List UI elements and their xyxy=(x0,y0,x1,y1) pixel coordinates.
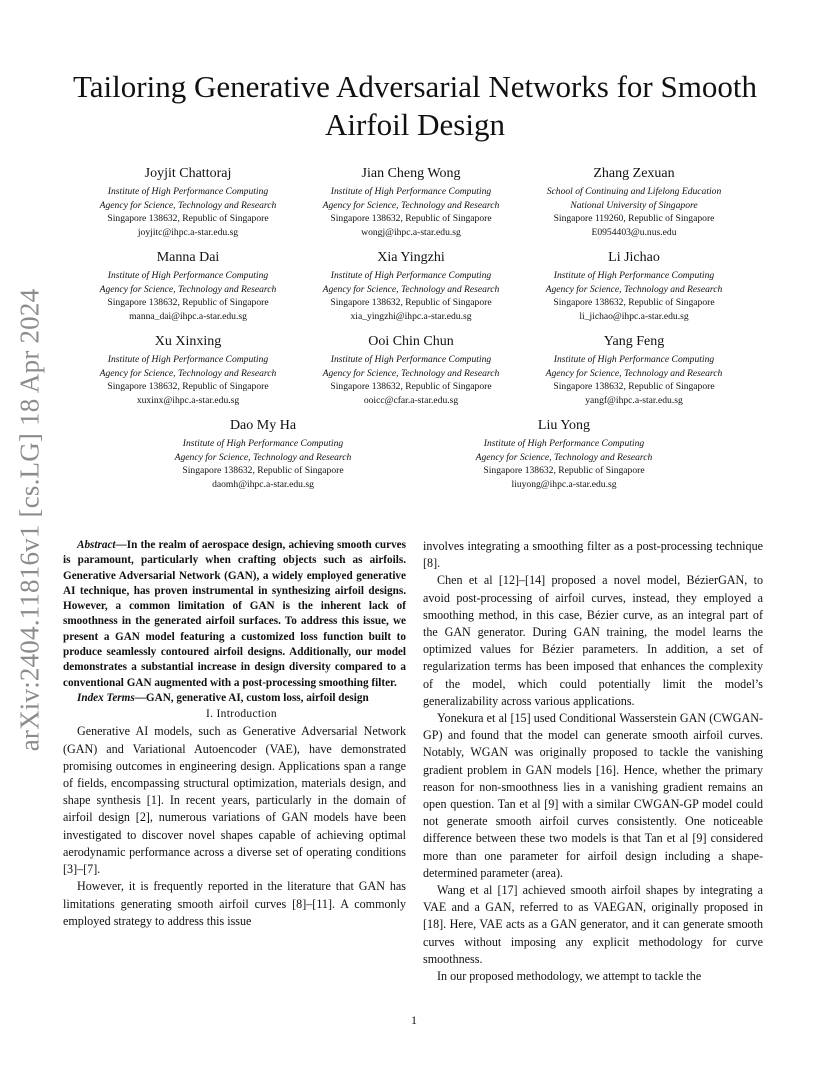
author-email: manna_dai@ihpc.a-star.edu.sg xyxy=(129,310,247,322)
author-block xyxy=(434,417,694,491)
author-block xyxy=(58,165,318,239)
author-name: Ooi Chin Chun xyxy=(368,334,454,349)
author-address: Singapore 138632, Republic of Singapore xyxy=(182,465,344,476)
author-affiliation: Institute of High Performance Computing xyxy=(107,354,269,365)
author-email: li_jichao@ihpc.a-star.edu.sg xyxy=(579,310,689,322)
author-address: Singapore 138632, Republic of Singapore xyxy=(483,465,645,476)
abstract-label: Abstract xyxy=(77,539,116,551)
author-address: Singapore 119260, Republic of Singapore xyxy=(553,213,715,224)
author-affiliation: Institute of High Performance Computing xyxy=(483,438,645,449)
author-affiliation: Institute of High Performance Computing xyxy=(330,186,492,197)
author-block xyxy=(504,165,764,239)
author-affiliation: School of Continuing and Lifelong Education xyxy=(546,186,722,197)
author-name: Liu Yong xyxy=(537,418,591,433)
author-address: Singapore 138632, Republic of Singapore xyxy=(553,297,715,308)
author-email: liuyong@ihpc.a-star.edu.sg xyxy=(511,478,617,490)
arxiv-identifier: arXiv:2404.11816v1 [cs.LG] 18 Apr 2024 xyxy=(14,288,45,752)
author-name: Dao My Ha xyxy=(229,418,297,433)
author-block xyxy=(58,333,318,407)
author-email: daomh@ihpc.a-star.edu.sg xyxy=(212,478,314,490)
author-name: Jian Cheng Wong xyxy=(361,166,461,181)
page-number: 1 xyxy=(411,1013,417,1027)
author-email: xuxinx@ihpc.a-star.edu.sg xyxy=(136,394,240,406)
author-address: Singapore 138632, Republic of Singapore xyxy=(553,381,715,392)
author-block xyxy=(504,333,764,407)
author-affiliation: Institute of High Performance Computing xyxy=(107,186,269,197)
author-affiliation: Agency for Science, Technology and Research xyxy=(174,451,352,463)
author-name: Xu Xinxing xyxy=(154,334,222,349)
author-block xyxy=(281,249,541,323)
section-heading-introduction: I. Introduction xyxy=(206,708,277,721)
author-email: E0954403@u.nus.edu xyxy=(591,226,677,238)
author-affiliation: Institute of High Performance Computing xyxy=(182,438,344,449)
index-terms xyxy=(63,691,406,706)
author-affiliation: Agency for Science, Technology and Research xyxy=(322,199,500,211)
author-affiliation: Institute of High Performance Computing xyxy=(107,270,269,281)
paragraph: Wang et al [17] achieved smooth airfoil shapes by integrating a VAE and a GAN, referred to as VAEGAN, originally proposed in [18]. Here, VAE acts as a GAN generator, and it can generate smooth curves without imposing any explicit methodology for curve smoothness. xyxy=(423,883,763,966)
paragraph: Yonekura et al [15] used Conditional Wasserstein GAN (CWGAN-GP) and found that the model can generate smooth airfoil curves. Notably, WGAN was originally proposed to tackle the vanishing gradient problem in GAN models [16]. Hence, whether the primary reason for non-smoothness lies in a vanishing gradient remains an open question. Tan et al [9] with a similar CWGAN-GP model could not generate smooth airfoil curves consistently. One noticeable difference between these two models is that Tan et al [9] considered more than one parameter for airfoil design including a shape-determined parameter (area). xyxy=(423,711,763,880)
author-affiliation: Agency for Science, Technology and Research xyxy=(545,283,723,295)
author-address: Singapore 138632, Republic of Singapore xyxy=(107,297,269,308)
paper-title: Tailoring Generative Adversarial Networks for Smooth Airfoil Design xyxy=(73,69,757,142)
author-affiliation: National University of Singapore xyxy=(570,199,698,211)
author-affiliation: Agency for Science, Technology and Research xyxy=(99,283,277,295)
author-name: Li Jichao xyxy=(608,250,660,265)
right-column xyxy=(423,538,763,985)
author-address: Singapore 138632, Republic of Singapore xyxy=(330,297,492,308)
author-affiliation: Institute of High Performance Computing xyxy=(330,270,492,281)
author-affiliation: Agency for Science, Technology and Research xyxy=(322,367,500,379)
index-terms-text: —GAN, generative AI, custom loss, airfoil design xyxy=(134,691,369,704)
author-block xyxy=(281,165,541,239)
index-terms-label: Index Terms xyxy=(77,691,135,704)
author-affiliation: Institute of High Performance Computing xyxy=(330,354,492,365)
author-name: Yang Feng xyxy=(603,334,665,349)
author-name: Xia Yingzhi xyxy=(377,250,445,265)
paragraph: Generative AI models, such as Generative Adversarial Network (GAN) and Variational Autoencoder (VAE), have demonstrated promising outcomes in engineering design. Applications span a range of fields, encompassing structural optimization, materials design, and shape synthesis [1]. In recent years, particularly in the domain of airfoil design [2], numerous variations of GAN models have been investigated to discover novel shapes capable of achieving optimal aerodynamic performance across a diverse set of operating conditions [3]–[7]. xyxy=(63,724,406,877)
author-affiliation: Institute of High Performance Computing xyxy=(553,354,715,365)
author-affiliation: Agency for Science, Technology and Research xyxy=(475,451,653,463)
author-name: Joyjit Chattoraj xyxy=(144,166,232,181)
author-block xyxy=(504,249,764,323)
author-affiliation: Agency for Science, Technology and Research xyxy=(545,367,723,379)
author-email: xia_yingzhi@ihpc.a-star.edu.sg xyxy=(350,310,472,322)
paragraph: Chen et al [12]–[14] proposed a novel model, BézierGAN, to avoid post-processing of airfoil curves, instead, they employed a smoothing method, in this case, Bézier curve, as an integral part of the GAN generator. During GAN training, the model learns the optimized values for Bézier parameters. In addition, a set of regularization terms has been imposed that enhances the complexity of the model, which could potentially limit the model’s generalizability across various applications. xyxy=(423,573,763,708)
author-affiliation: Agency for Science, Technology and Research xyxy=(322,283,500,295)
paragraph: In our proposed methodology, we attempt to tackle the xyxy=(437,969,702,984)
paragraph: involves integrating a smoothing filter as a post-processing technique [8]. xyxy=(423,539,763,571)
author-email: ooicc@cfar.a-star.edu.sg xyxy=(363,394,459,406)
author-block xyxy=(133,417,393,491)
author-email: wongj@ihpc.a-star.edu.sg xyxy=(361,226,461,238)
author-name: Zhang Zexuan xyxy=(593,166,675,181)
left-column xyxy=(63,538,406,930)
abstract xyxy=(63,538,406,691)
author-address: Singapore 138632, Republic of Singapore xyxy=(107,213,269,224)
author-address: Singapore 138632, Republic of Singapore xyxy=(330,213,492,224)
author-affiliation: Agency for Science, Technology and Research xyxy=(99,367,277,379)
author-block xyxy=(58,249,318,323)
author-email: yangf@ihpc.a-star.edu.sg xyxy=(585,394,683,406)
author-affiliation: Institute of High Performance Computing xyxy=(553,270,715,281)
paragraph: However, it is frequently reported in the literature that GAN has limitations generating smooth airfoil curves [8]–[11]. A commonly employed strategy to address this issue xyxy=(63,879,406,928)
author-block xyxy=(281,333,541,407)
author-email: joyjitc@ihpc.a-star.edu.sg xyxy=(137,226,239,238)
author-name: Manna Dai xyxy=(156,250,220,265)
arxiv-sidebar xyxy=(10,285,50,755)
author-address: Singapore 138632, Republic of Singapore xyxy=(107,381,269,392)
abstract-text: —In the realm of aerospace design, achieving smooth curves is paramount, particularly when crafting objects such as airfoils. Generative Adversarial Network (GAN), a widely employed generative AI technique, has proven instrumental in synthesizing airfoil designs. However, a common limitation of GAN is the inherent lack of smoothness in the generated airfoil surfaces. To address this issue, we present a GAN model featuring a customized loss function built to produce seamlessly contoured airfoil designs. Additionally, our model demonstrates a substantial increase in design diversity compared to a conventional GAN augmented with a post-processing smoothing filter. xyxy=(63,539,406,689)
author-address: Singapore 138632, Republic of Singapore xyxy=(330,381,492,392)
author-affiliation: Agency for Science, Technology and Research xyxy=(99,199,277,211)
